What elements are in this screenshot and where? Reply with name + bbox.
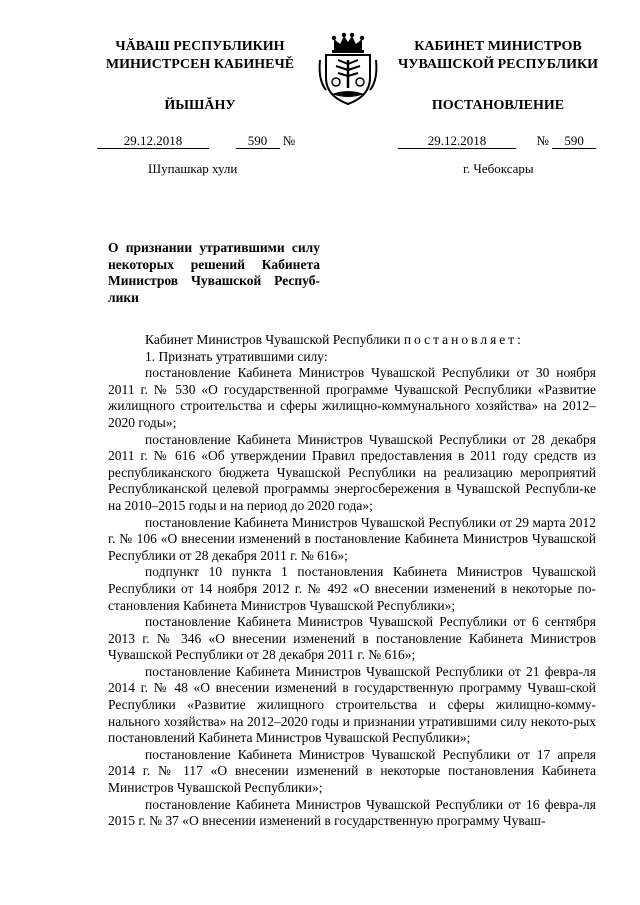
document-body: [108, 332, 596, 830]
list-paragraph: постановление Кабинета Министров Чувашской Республики от 28 декабря 2011 г. № 616 «Об утверждении Правил предоставления в 2011 году средств из республиканского бюджета Чувашской Республики на реализацию мероприятий Республиканской целевой программы энергосбережения в Чувашской Республи-ке на 2010–2015 годы и на период до 2020 года»;: [108, 431, 596, 513]
reg-date-left: 29.12.2018: [97, 134, 209, 149]
header-right-line2: ЧУВАШСКОЙ РЕСПУБЛИКИ: [397, 57, 599, 72]
intro-paragraph: [108, 332, 596, 349]
doc-type-right: ПОСТАНОВЛЕНИЕ: [431, 98, 565, 113]
list-paragraph: постановление Кабинета Министров Чувашской Республики от 29 марта 2012 г. № 106 «О внесении изменений в постановление Кабинета Министров Чувашской Республики от 28 декабря 2011 г. № 616»;: [108, 514, 596, 563]
reg-number-right: 590: [552, 134, 596, 149]
intro-verb: постановляет:: [403, 332, 524, 347]
header-left-line1: ЧĂВАШ РЕСПУБЛИКИН: [115, 39, 285, 54]
place-left: Шупашкар хули: [148, 161, 238, 176]
document-subject: О признании утратившими силу некоторых решений Кабинета Министров Чувашской Респуб-лики: [108, 240, 320, 305]
intro-text: Кабинет Министров Чувашской Республики: [145, 332, 401, 347]
header-left: [95, 38, 305, 74]
header-left-line2: МИНИСТРСЕН КАБИНЕЧĚ: [105, 57, 295, 72]
chuvash-coat-of-arms-icon: [318, 30, 378, 110]
list-paragraph: постановление Кабинета Министров Чувашской Республики от 30 ноября 2011 г. № 530 «О государственной программе Чувашской Республики «Развитие жилищного строительства и сферы жилищно-коммунального хозяйства» на 2012–2020 годы»;: [108, 365, 596, 430]
list-paragraph: постановление Кабинета Министров Чувашской Республики от 6 сентября 2013 г. № 346 «О внесении изменений в постановление Кабинета Министров Чувашской Республики от 28 декабря 2011 г. № 616»;: [108, 614, 596, 663]
header-right: [388, 38, 608, 74]
list-paragraph: постановление Кабинета Министров Чувашской Республики от 16 февра-ля 2015 г. № 37 «О внесении изменений в государственную программу Чуваш-: [108, 796, 596, 829]
reg-number-sign-left: №: [282, 133, 296, 148]
registration-left: [97, 133, 295, 149]
list-paragraph: постановление Кабинета Министров Чувашской Республики от 21 февра-ля 2014 г. № 48 «О внесении изменений в государственную программу Чуваш-ской Республики «Развитие жилищного строительства и сферы жилищно-комму-нального хозяйства» на 2012–2020 годы и признании утратившими силу некото-рых постановлений Кабинета Министров Чувашской Республики»;: [108, 663, 596, 746]
reg-number-sign-right: №: [536, 133, 549, 148]
header-right-line1: КАБИНЕТ МИНИСТРОВ: [414, 39, 582, 54]
doc-type-left: ЙЫШĂНУ: [164, 98, 236, 113]
list-paragraph: постановление Кабинета Министров Чувашской Республики от 17 апреля 2014 г. № 117 «О внесении изменений в некоторые постановления Кабинета Министров Чувашской Республики»;: [108, 746, 596, 796]
item-1: 1. Признать утратившими силу:: [145, 348, 328, 364]
reg-date-right: 29.12.2018: [398, 134, 516, 149]
registration-right: [398, 133, 596, 149]
reg-number-left: 590: [236, 134, 280, 149]
list-paragraph: подпункт 10 пункта 1 постановления Кабинета Министров Чувашской Республики от 14 ноября 2012 г. № 492 «О внесении изменений в некоторые по-становления Кабинета Министров Чувашской Республики»;: [108, 564, 596, 613]
place-right: г. Чебоксары: [463, 161, 534, 176]
